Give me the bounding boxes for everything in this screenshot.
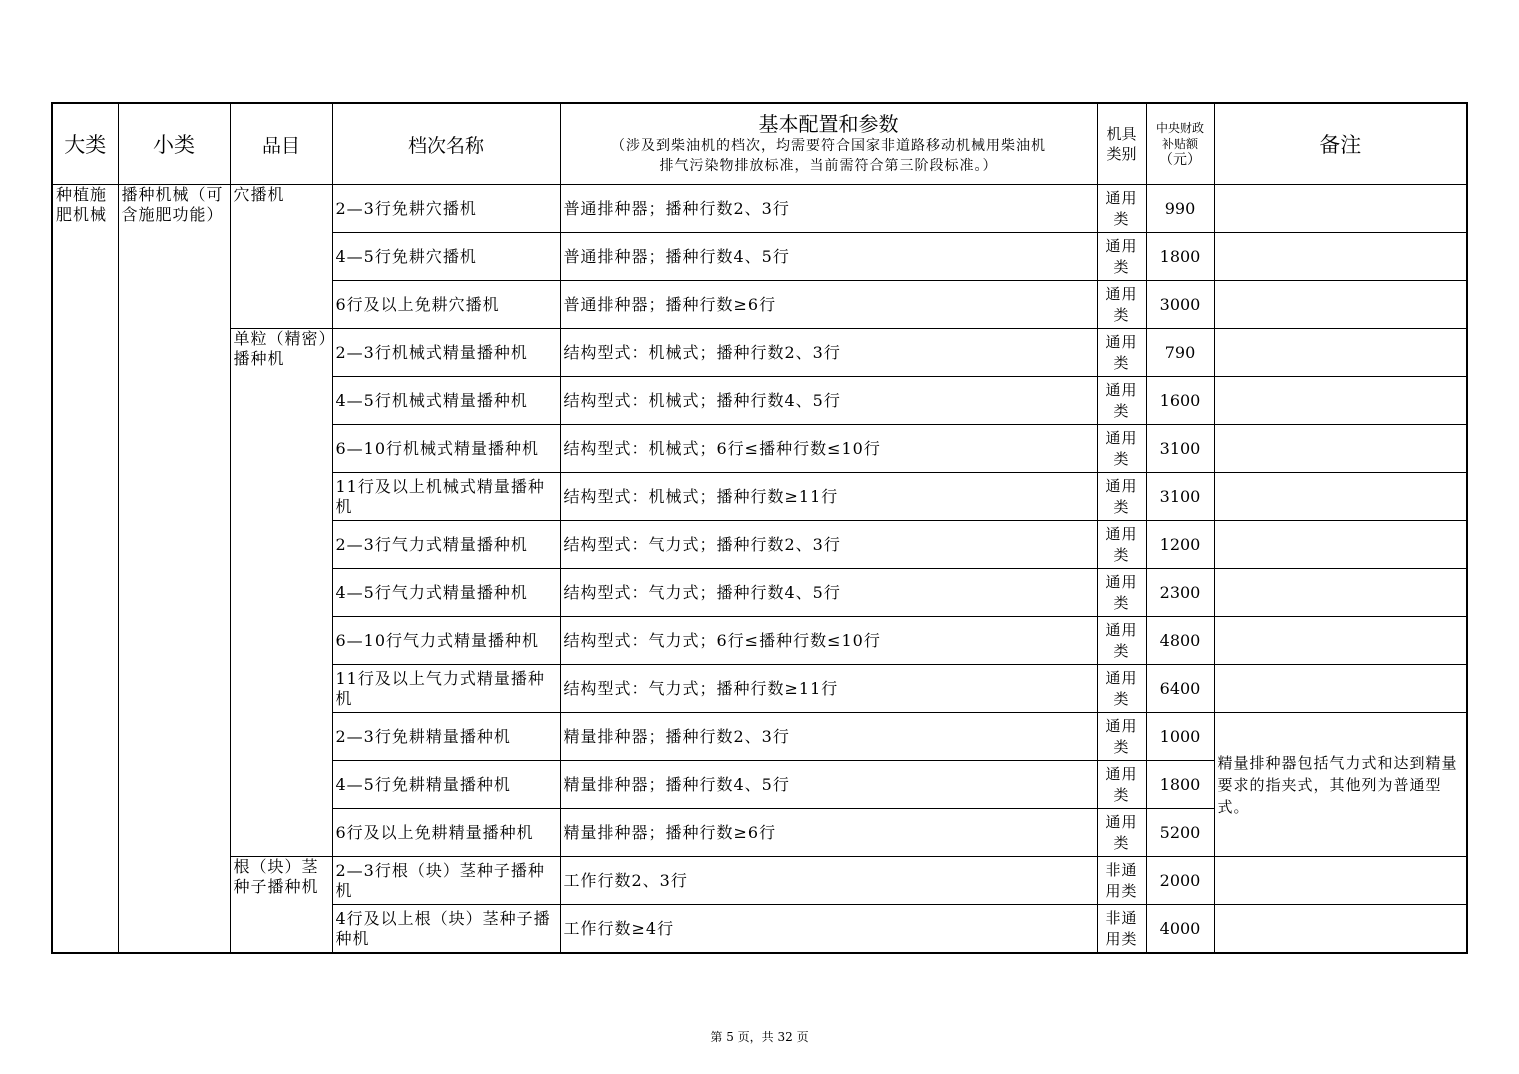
row-config: 结构型式：气力式；播种行数4、5行 <box>560 569 1097 617</box>
row-name: 4—5行机械式精量播种机 <box>332 377 560 425</box>
row-name: 2—3行免耕穴播机 <box>332 185 560 233</box>
row-type: 通用类 <box>1097 185 1146 233</box>
header-config <box>560 103 1097 185</box>
row-name: 2—3行机械式精量播种机 <box>332 329 560 377</box>
header-amount-line1: 中央财政 <box>1155 121 1204 135</box>
row-name: 6—10行气力式精量播种机 <box>332 617 560 665</box>
row-type: 非通用类 <box>1097 905 1146 954</box>
row-amount: 6400 <box>1146 665 1214 713</box>
header-config-sub2: 排气污染物排放标准，当前需符合第三阶段标准。） <box>659 158 998 174</box>
row-type: 通用类 <box>1097 569 1146 617</box>
row-amount: 3100 <box>1146 473 1214 521</box>
row-type: 通用类 <box>1097 377 1146 425</box>
header-config-sub1: （涉及到柴油机的档次，均需要符合国家非道路移动机械用柴油机 <box>611 138 1046 154</box>
row-type: 通用类 <box>1097 329 1146 377</box>
row-name: 4—5行气力式精量播种机 <box>332 569 560 617</box>
row-note <box>1214 857 1467 905</box>
row-config: 精量排种器；播种行数4、5行 <box>560 761 1097 809</box>
row-name: 2—3行免耕精量播种机 <box>332 713 560 761</box>
row-config: 结构型式：机械式；播种行数4、5行 <box>560 377 1097 425</box>
row-config: 普通排种器；播种行数4、5行 <box>560 233 1097 281</box>
row-note <box>1214 281 1467 329</box>
row-config: 精量排种器；播种行数≥6行 <box>560 809 1097 857</box>
row-amount: 4000 <box>1146 905 1214 954</box>
row-note <box>1214 521 1467 569</box>
row-name: 2—3行气力式精量播种机 <box>332 521 560 569</box>
row-amount: 5200 <box>1146 809 1214 857</box>
item-cell-2: 单粒（精密）播种机 <box>230 329 332 857</box>
row-type: 通用类 <box>1097 425 1146 473</box>
row-note <box>1214 473 1467 521</box>
row-note <box>1214 425 1467 473</box>
row-note <box>1214 233 1467 281</box>
subsidy-table <box>51 102 1468 954</box>
table-row <box>52 185 1467 233</box>
row-config: 普通排种器；播种行数2、3行 <box>560 185 1097 233</box>
row-note <box>1214 329 1467 377</box>
row-note <box>1214 665 1467 713</box>
row-name: 6行及以上免耕精量播种机 <box>332 809 560 857</box>
row-type: 通用类 <box>1097 665 1146 713</box>
row-type: 非通用类 <box>1097 857 1146 905</box>
row-note <box>1214 569 1467 617</box>
item-cell-1: 穴播机 <box>230 185 332 329</box>
subcategory-cell: 播种机械（可含施肥功能） <box>118 185 230 954</box>
row-type: 通用类 <box>1097 713 1146 761</box>
header-dalei: 大类 <box>52 103 118 185</box>
row-name: 6行及以上免耕穴播机 <box>332 281 560 329</box>
header-amount-line2: 补贴额 <box>1161 137 1198 151</box>
row-amount: 1800 <box>1146 233 1214 281</box>
row-type: 通用类 <box>1097 281 1146 329</box>
row-config: 结构型式：气力式；播种行数2、3行 <box>560 521 1097 569</box>
row-amount: 3100 <box>1146 425 1214 473</box>
row-name: 4—5行免耕穴播机 <box>332 233 560 281</box>
row-config: 结构型式：气力式；6行≤播种行数≤10行 <box>560 617 1097 665</box>
row-note <box>1214 905 1467 954</box>
header-config-main: 基本配置和参数 <box>758 112 899 136</box>
row-note <box>1214 377 1467 425</box>
header-pinmu: 品目 <box>230 103 332 185</box>
row-config: 结构型式：气力式；播种行数≥11行 <box>560 665 1097 713</box>
category-cell: 种植施肥机械 <box>52 185 118 954</box>
row-amount: 3000 <box>1146 281 1214 329</box>
row-amount: 1200 <box>1146 521 1214 569</box>
row-note <box>1214 617 1467 665</box>
row-amount: 1000 <box>1146 713 1214 761</box>
header-jiju-type: 机具类别 <box>1097 103 1146 185</box>
row-config: 工作行数2、3行 <box>560 857 1097 905</box>
row-type: 通用类 <box>1097 809 1146 857</box>
row-config: 工作行数≥4行 <box>560 905 1097 954</box>
header-row <box>52 103 1467 185</box>
row-config: 结构型式：机械式；播种行数≥11行 <box>560 473 1097 521</box>
row-note-precision: 精量排种器包括气力式和达到精量要求的指夹式，其他列为普通型式。 <box>1214 713 1467 857</box>
item-cell-3: 根（块）茎种子播种机 <box>230 857 332 954</box>
row-config: 结构型式：机械式；播种行数2、3行 <box>560 329 1097 377</box>
row-name: 4行及以上根（块）茎种子播种机 <box>332 905 560 954</box>
row-amount: 2000 <box>1146 857 1214 905</box>
row-name: 4—5行免耕精量播种机 <box>332 761 560 809</box>
row-config: 结构型式：机械式；6行≤播种行数≤10行 <box>560 425 1097 473</box>
header-amount <box>1146 103 1214 185</box>
row-amount: 2300 <box>1146 569 1214 617</box>
row-config: 普通排种器；播种行数≥6行 <box>560 281 1097 329</box>
header-xiaolei: 小类 <box>118 103 230 185</box>
row-name: 11行及以上机械式精量播种机 <box>332 473 560 521</box>
row-type: 通用类 <box>1097 473 1146 521</box>
row-type: 通用类 <box>1097 617 1146 665</box>
row-amount: 790 <box>1146 329 1214 377</box>
row-amount: 4800 <box>1146 617 1214 665</box>
page-footer: 第 5 页，共 32 页 <box>710 1030 809 1044</box>
table-row <box>52 857 1467 905</box>
row-amount: 1600 <box>1146 377 1214 425</box>
row-amount: 1800 <box>1146 761 1214 809</box>
header-beizhu: 备注 <box>1214 103 1467 185</box>
row-type: 通用类 <box>1097 233 1146 281</box>
row-name: 6—10行机械式精量播种机 <box>332 425 560 473</box>
header-amount-line3: （元） <box>1159 152 1201 168</box>
row-note <box>1214 185 1467 233</box>
row-amount: 990 <box>1146 185 1214 233</box>
table-row <box>52 329 1467 377</box>
row-name: 2—3行根（块）茎种子播种机 <box>332 857 560 905</box>
row-type: 通用类 <box>1097 761 1146 809</box>
header-dangci: 档次名称 <box>332 103 560 185</box>
row-config: 精量排种器；播种行数2、3行 <box>560 713 1097 761</box>
row-name: 11行及以上气力式精量播种机 <box>332 665 560 713</box>
row-type: 通用类 <box>1097 521 1146 569</box>
